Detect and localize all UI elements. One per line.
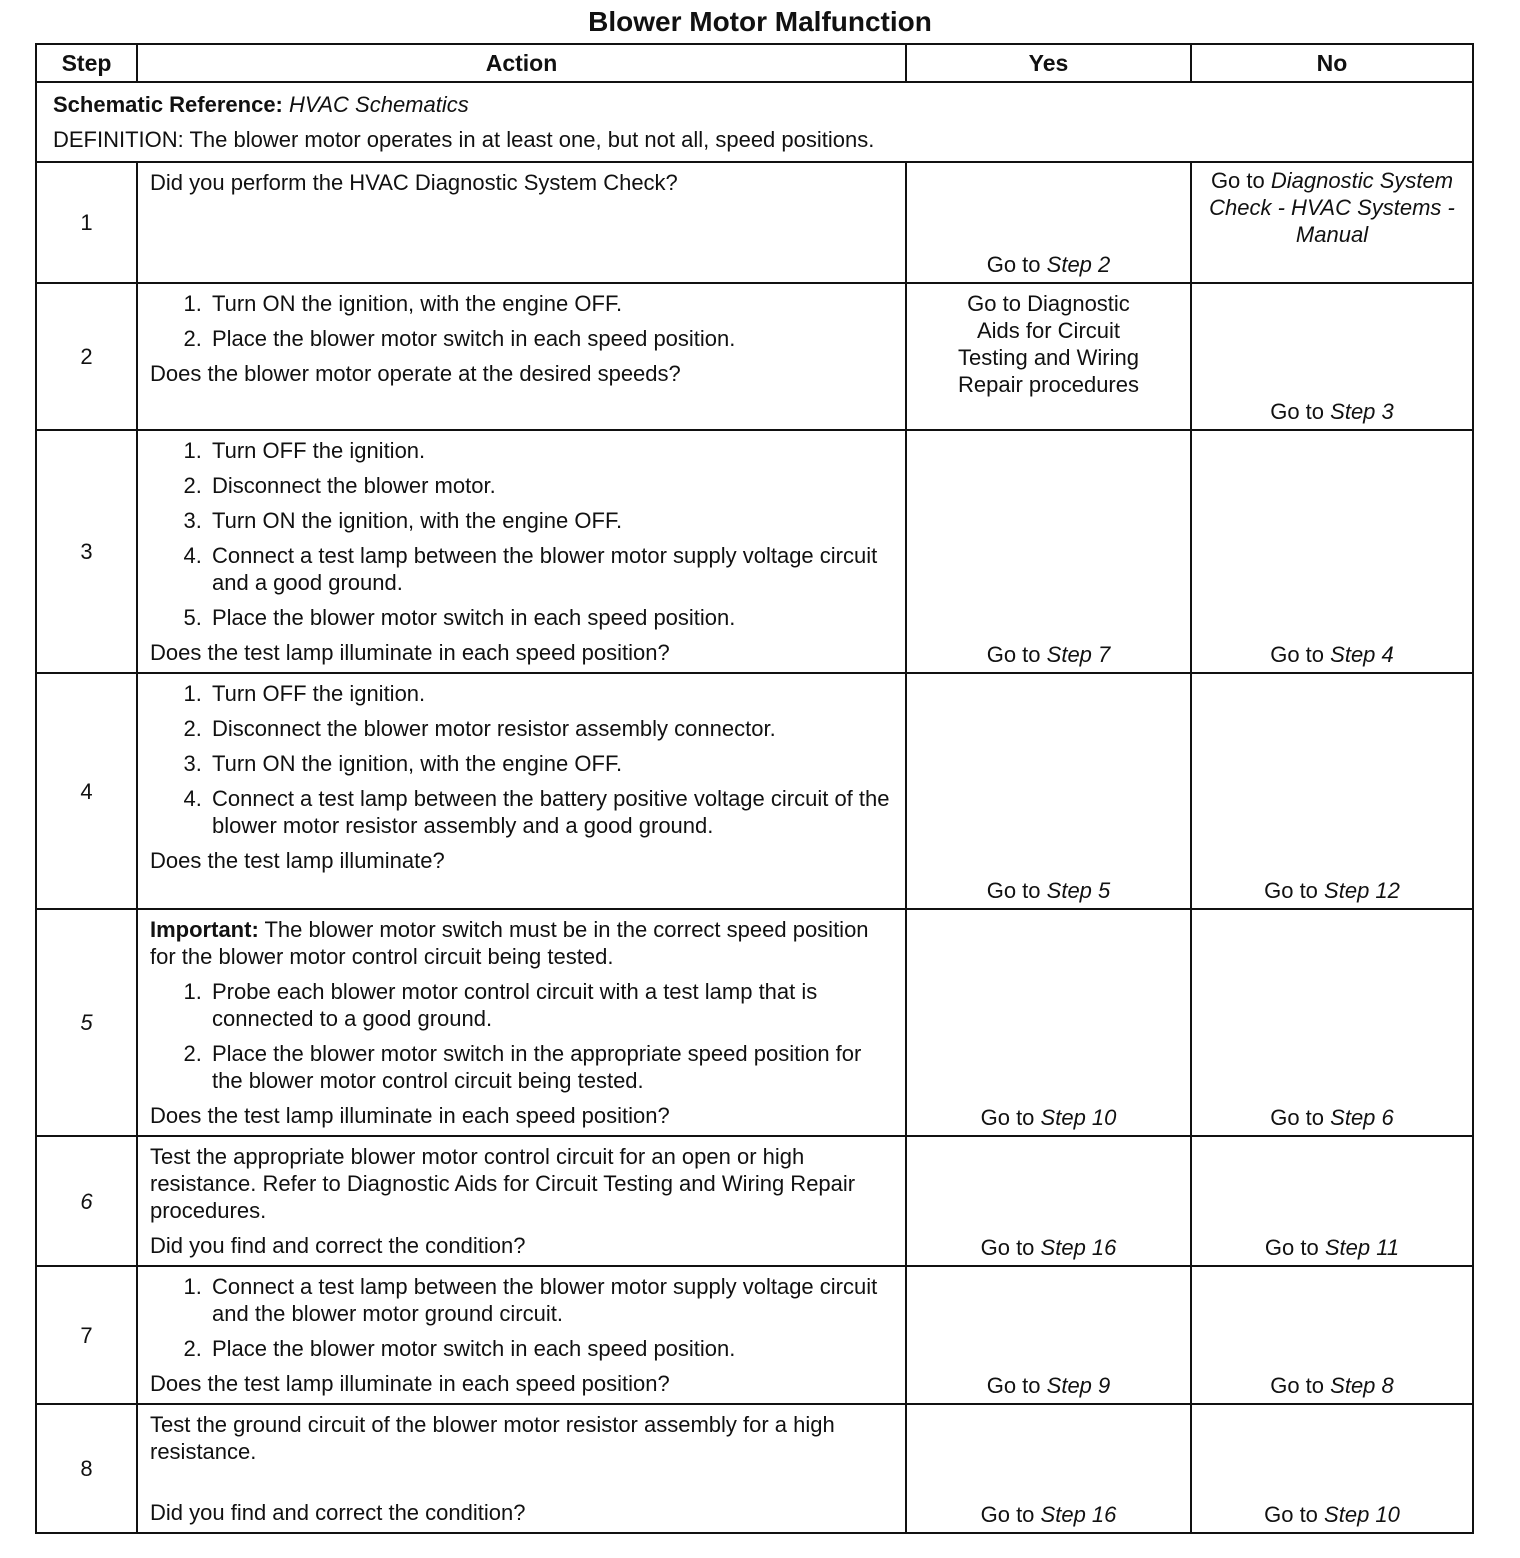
- page-title: Blower Motor Malfunction: [588, 6, 932, 37]
- table-row: [36, 283, 1473, 430]
- table-row: [36, 673, 1473, 909]
- step-number: 8: [36, 1404, 137, 1533]
- yes-link[interactable]: [907, 1104, 1190, 1131]
- yes-link[interactable]: [907, 877, 1190, 904]
- schematic-link[interactable]: HVAC Schematics: [289, 92, 469, 117]
- action-cell: [137, 283, 906, 430]
- yes-link[interactable]: [907, 1234, 1190, 1261]
- list-item: 2. Place the blower motor switch in each speed position.: [208, 1335, 897, 1362]
- yes-cell: [906, 162, 1191, 283]
- goto-text: Go to: [1264, 878, 1318, 903]
- no-cell: [1191, 430, 1473, 673]
- goto-text: Go to: [986, 878, 1041, 903]
- header-action: Action: [137, 44, 906, 82]
- table-row: [36, 1404, 1473, 1533]
- list-item: 1. Probe each blower motor control circuit with a test lamp that is connected to a good ground.: [208, 978, 897, 1032]
- step-number: 1: [36, 162, 137, 283]
- goto-text: Go to: [1270, 642, 1325, 667]
- goto-text: Go to: [986, 1373, 1041, 1398]
- step-ref: Step 6: [1330, 1105, 1394, 1130]
- action-cell: [137, 162, 906, 283]
- question-text: Did you find and correct the condition?: [150, 1233, 526, 1258]
- table-row: [36, 1266, 1473, 1404]
- yes-cell: [906, 673, 1191, 909]
- step-number: 5: [36, 909, 137, 1136]
- action-cell: [137, 1266, 906, 1404]
- schematic-reference: [53, 87, 1456, 122]
- question-text: Does the test lamp illuminate in each speed position?: [150, 1103, 670, 1128]
- step-ref: Step 5: [1046, 878, 1111, 903]
- yes-link[interactable]: Go to Diagnostic Aids for Circuit Testing and Wiring Repair procedures: [958, 291, 1139, 397]
- goto-text: Go to: [980, 1502, 1035, 1527]
- list-item: 2. Place the blower motor switch in the appropriate speed position for the blower motor control circuit being tested.: [208, 1040, 897, 1094]
- step-ref: Step 16: [1040, 1235, 1117, 1260]
- step-ref: Step 10: [1040, 1105, 1117, 1130]
- action-cell: [137, 1136, 906, 1266]
- step-ref: Step 16: [1040, 1502, 1117, 1527]
- step-ref: Step 2: [1046, 252, 1111, 277]
- step-ref: Step 3: [1330, 399, 1394, 424]
- step-number: 7: [36, 1266, 137, 1404]
- no-cell: [1191, 1136, 1473, 1266]
- header-row: [36, 44, 1473, 82]
- list-item: 4. Connect a test lamp between the blower motor supply voltage circuit and a good ground.: [208, 542, 897, 596]
- yes-cell: [906, 430, 1191, 673]
- yes-cell: [906, 1266, 1191, 1404]
- table-row: [36, 1136, 1473, 1266]
- question-text: Did you find and correct the condition?: [150, 1500, 526, 1525]
- action-cell: [137, 430, 906, 673]
- list-item: 3. Turn ON the ignition, with the engine OFF.: [208, 507, 897, 534]
- no-cell: [1191, 909, 1473, 1136]
- no-link[interactable]: [1192, 398, 1472, 425]
- goto-text: Go to: [1264, 1502, 1318, 1527]
- list-item: 2. Place the blower motor switch in each speed position.: [208, 325, 897, 352]
- question-text: Does the blower motor operate at the desired speeds?: [150, 361, 681, 386]
- goto-text: Go to: [1270, 1105, 1325, 1130]
- table-row: [36, 162, 1473, 283]
- list-item: 3. Turn ON the ignition, with the engine OFF.: [208, 750, 897, 777]
- step-ref: Step 8: [1330, 1373, 1394, 1398]
- question-text: Did you perform the HVAC Diagnostic System Check?: [150, 170, 678, 195]
- no-link[interactable]: [1192, 163, 1472, 248]
- step-ref: Step 10: [1324, 1502, 1400, 1527]
- step-list: [150, 437, 897, 631]
- goto-text: Go to: [986, 642, 1041, 667]
- yes-cell: [906, 283, 1191, 430]
- goto-text: Go to: [1270, 399, 1325, 424]
- step-number: 2: [36, 283, 137, 430]
- header-no: No: [1191, 44, 1473, 82]
- question-text: Does the test lamp illuminate?: [150, 848, 445, 873]
- step-ref: Step 12: [1324, 878, 1400, 903]
- action-cell: [137, 909, 906, 1136]
- no-cell: [1191, 1266, 1473, 1404]
- step-list: [150, 680, 897, 839]
- step-list: [150, 290, 897, 352]
- no-cell: [1191, 162, 1473, 283]
- no-cell: [1191, 673, 1473, 909]
- list-item: 2. Disconnect the blower motor.: [208, 472, 897, 499]
- table-row: [36, 430, 1473, 673]
- no-link[interactable]: [1192, 1501, 1472, 1528]
- no-cell: [1191, 1404, 1473, 1533]
- no-link[interactable]: [1192, 877, 1472, 904]
- important-label: Important:: [150, 917, 259, 942]
- schematic-label: Schematic Reference:: [53, 92, 283, 117]
- list-item: 1. Turn OFF the ignition.: [208, 680, 897, 707]
- diagnostic-table: [35, 43, 1474, 1534]
- instruction-text: Test the ground circuit of the blower motor resistor assembly for a high resistance.: [150, 1412, 835, 1464]
- no-link[interactable]: [1192, 1234, 1472, 1261]
- goto-text: Go to: [986, 252, 1041, 277]
- list-item: 1. Turn ON the ignition, with the engine OFF.: [208, 290, 897, 317]
- step-ref: Step 9: [1046, 1373, 1111, 1398]
- yes-link[interactable]: [907, 641, 1190, 668]
- step-number: 3: [36, 430, 137, 673]
- goto-text: Go to: [1264, 1235, 1319, 1260]
- important-note: [150, 916, 897, 970]
- no-link[interactable]: [1192, 641, 1472, 668]
- no-cell: [1191, 283, 1473, 430]
- yes-cell: [906, 1404, 1191, 1533]
- action-cell: [137, 1404, 906, 1533]
- list-item: 4. Connect a test lamp between the battery positive voltage circuit of the blower motor resistor assembly and a good ground.: [208, 785, 897, 839]
- list-item: 1. Turn OFF the ignition.: [208, 437, 897, 464]
- header-yes: Yes: [906, 44, 1191, 82]
- header-step: Step: [36, 44, 137, 82]
- goto-text: Go to: [1270, 1373, 1325, 1398]
- step-list: [150, 978, 897, 1094]
- goto-text: Go to: [980, 1235, 1035, 1260]
- yes-link[interactable]: [907, 1372, 1190, 1399]
- goto-text: Go to: [980, 1105, 1035, 1130]
- list-item: 1. Connect a test lamp between the blower motor supply voltage circuit and the blower motor ground circuit.: [208, 1273, 897, 1327]
- important-text: The blower motor switch must be in the correct speed position for the blower motor control circuit being tested.: [150, 917, 869, 969]
- no-link[interactable]: [1192, 1372, 1472, 1399]
- step-number: 6: [36, 1136, 137, 1266]
- instruction-text: Test the appropriate blower motor control circuit for an open or high resistance. Refer to Diagnostic Aids for Circuit Testing and Wiring Repair procedures.: [150, 1144, 856, 1223]
- yes-cell: [906, 909, 1191, 1136]
- yes-link[interactable]: [907, 1501, 1190, 1528]
- step-ref: Diagnostic System Check - HVAC Systems - Manual: [1209, 168, 1455, 247]
- list-item: 5. Place the blower motor switch in each speed position.: [208, 604, 897, 631]
- definition-text: DEFINITION: The blower motor operates in at least one, but not all, speed positions.: [53, 127, 875, 152]
- step-ref: Step 4: [1330, 642, 1394, 667]
- step-ref: Step 7: [1046, 642, 1111, 667]
- info-row: [36, 82, 1473, 162]
- no-link[interactable]: [1192, 1104, 1472, 1131]
- question-text: Does the test lamp illuminate in each speed position?: [150, 1371, 670, 1396]
- action-cell: [137, 673, 906, 909]
- list-item: 2. Disconnect the blower motor resistor assembly connector.: [208, 715, 897, 742]
- yes-cell: [906, 1136, 1191, 1266]
- step-list: [150, 1273, 897, 1362]
- table-row: [36, 909, 1473, 1136]
- goto-text: Go to: [1210, 168, 1265, 193]
- question-text: Does the test lamp illuminate in each speed position?: [150, 640, 670, 665]
- step-ref: Step 11: [1324, 1235, 1400, 1260]
- step-number: 4: [36, 673, 137, 909]
- info-cell: [36, 82, 1473, 162]
- yes-link[interactable]: [907, 251, 1190, 278]
